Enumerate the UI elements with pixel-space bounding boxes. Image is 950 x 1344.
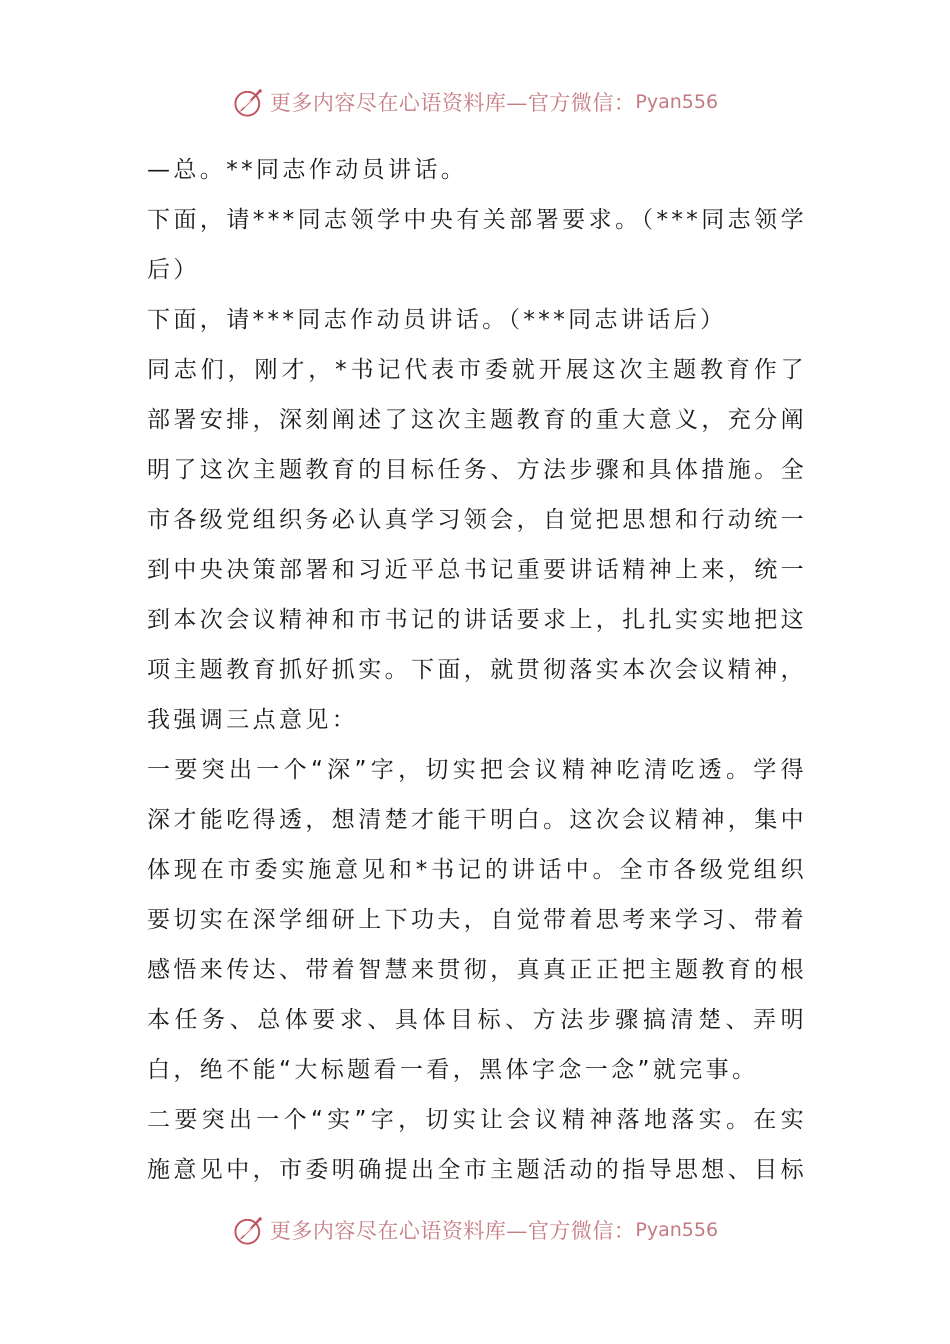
paragraph-4: 同志们，刚才，*书记代表市委就开展这次主题教育作了部署安排，深刻阐述了这次主题教育的重大意义，充分阐明了这次主题教育的目标任务、方法步骤和具体措施。全市各级党组织务必认真学习领会，自觉把思想和行动统一到中央决策部署和习近平总书记重要讲话精神上来，统一到本次会议精神和市书记的讲话要求上，扎扎实实地把这项主题教育抓好抓实。下面，就贯彻落实本次会议精神，我强调三点意见：	[147, 357, 807, 733]
paragraph-2: 下面，请***同志领学中央有关部署要求。（***同志领学后）	[147, 207, 807, 283]
watermark-wechat-id: Pyan556	[635, 1219, 719, 1241]
watermark-text: 更多内容尽在心语资料库—官方微信：	[269, 91, 636, 115]
header-watermark	[0, 82, 950, 122]
footer-watermark	[0, 1210, 950, 1250]
watermark-wechat-id: Pyan556	[635, 91, 719, 113]
paragraph-6: 二要突出一个“实”字，切实让会议精神落地落实。在实施意见中，市委明确提出全市主题活动的指导思想、目标	[147, 1107, 807, 1183]
paragraph-1: —总。**同志作动员讲话。	[147, 157, 468, 183]
paragraph-5: 一要突出一个“深”字，切实把会议精神吃清吃透。学得深才能吃得透，想清楚才能干明白。这次会议精神，集中体现在市委实施意见和*书记的讲话中。全市各级党组织要切实在深学细研上下功夫，自觉带着思考来学习、带着感悟来传达、带着智慧来贯彻，真真正正把主题教育的根本任务、总体要求、具体目标、方法步骤搞清楚、弄明白，绝不能“大标题看一看，黑体字念一念”就完事。	[147, 757, 807, 1083]
paragraph-3: 下面，请***同志作动员讲话。（***同志讲话后）	[147, 307, 727, 333]
quill-pen-circle-icon	[232, 85, 266, 119]
document-body	[147, 145, 807, 1195]
watermark-text: 更多内容尽在心语资料库—官方微信：	[269, 1219, 636, 1243]
quill-pen-circle-icon	[232, 1213, 266, 1247]
